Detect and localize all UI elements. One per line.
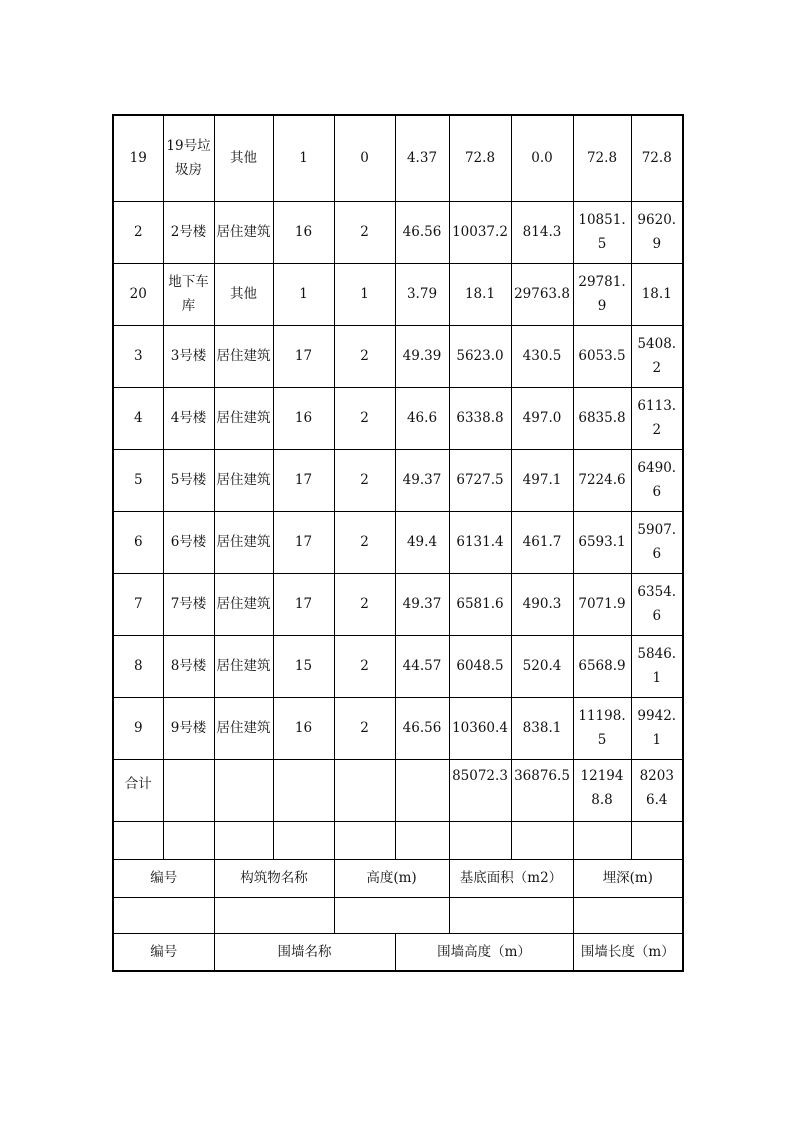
cell-floors-below: 2 <box>334 387 395 449</box>
cell-floors-below: 2 <box>334 325 395 387</box>
cell-area-above: 18.1 <box>449 263 511 325</box>
empty-cell <box>395 759 449 821</box>
cell-area-above: 10037.2 <box>449 201 511 263</box>
cell-no: 3 <box>113 325 163 387</box>
cell-area-base: 5408.2 <box>631 325 683 387</box>
cell-name: 4号楼 <box>163 387 214 449</box>
cell-area-above: 6048.5 <box>449 635 511 697</box>
cell-area-below: 814.3 <box>511 201 573 263</box>
cell-area-above: 6131.4 <box>449 511 511 573</box>
cell-no: 7 <box>113 573 163 635</box>
empty-cell <box>511 821 573 859</box>
table-row <box>113 511 683 573</box>
total-area-above: 85072.3 <box>449 759 511 821</box>
wall-no-header: 编号 <box>113 933 214 971</box>
cell-area-base: 6490.6 <box>631 449 683 511</box>
cell-floors-below: 1 <box>334 263 395 325</box>
cell-type: 居住建筑 <box>214 511 273 573</box>
wall-height-header: 围墙高度（m） <box>395 933 573 971</box>
cell-height: 49.39 <box>395 325 449 387</box>
cell-area-below: 430.5 <box>511 325 573 387</box>
cell-area-below: 520.4 <box>511 635 573 697</box>
cell-area-total: 10851.5 <box>573 201 631 263</box>
cell-name: 7号楼 <box>163 573 214 635</box>
cell-floors-above: 17 <box>273 511 334 573</box>
cell-area-below: 497.0 <box>511 387 573 449</box>
cell-name: 19号垃圾房 <box>163 115 214 201</box>
total-area-total: 121948.8 <box>573 759 631 821</box>
cell-type: 居住建筑 <box>214 635 273 697</box>
cell-height: 49.37 <box>395 449 449 511</box>
cell-floors-above: 17 <box>273 325 334 387</box>
structure-base-area-header: 基底面积（m2） <box>449 859 573 897</box>
cell-area-total: 7224.6 <box>573 449 631 511</box>
cell-type: 居住建筑 <box>214 573 273 635</box>
table-row <box>113 263 683 325</box>
cell-type: 居住建筑 <box>214 697 273 759</box>
cell-no: 6 <box>113 511 163 573</box>
cell-no: 9 <box>113 697 163 759</box>
cell-height: 3.79 <box>395 263 449 325</box>
cell-area-above: 6581.6 <box>449 573 511 635</box>
cell-area-below: 838.1 <box>511 697 573 759</box>
cell-floors-above: 17 <box>273 573 334 635</box>
table-row <box>113 115 683 201</box>
table-row <box>113 635 683 697</box>
cell-area-total: 6835.8 <box>573 387 631 449</box>
cell-floors-above: 16 <box>273 201 334 263</box>
cell-no: 2 <box>113 201 163 263</box>
empty-cell <box>573 897 683 933</box>
cell-type: 居住建筑 <box>214 325 273 387</box>
cell-area-total: 6593.1 <box>573 511 631 573</box>
cell-floors-below: 0 <box>334 115 395 201</box>
wall-length-header: 围墙长度（m） <box>573 933 683 971</box>
cell-area-above: 5623.0 <box>449 325 511 387</box>
cell-no: 19 <box>113 115 163 201</box>
total-row <box>113 759 683 821</box>
cell-floors-below: 2 <box>334 573 395 635</box>
cell-height: 46.56 <box>395 201 449 263</box>
cell-name: 8号楼 <box>163 635 214 697</box>
cell-name: 9号楼 <box>163 697 214 759</box>
table-row <box>113 325 683 387</box>
cell-floors-above: 16 <box>273 697 334 759</box>
empty-cell <box>214 821 273 859</box>
cell-floors-above: 17 <box>273 449 334 511</box>
cell-area-base: 9620.9 <box>631 201 683 263</box>
empty-cell <box>113 897 214 933</box>
empty-cell <box>449 897 573 933</box>
empty-cell <box>631 821 683 859</box>
empty-cell <box>395 821 449 859</box>
empty-cell <box>334 821 395 859</box>
cell-area-base: 5846.1 <box>631 635 683 697</box>
cell-area-total: 29781.9 <box>573 263 631 325</box>
cell-area-total: 7071.9 <box>573 573 631 635</box>
cell-no: 8 <box>113 635 163 697</box>
cell-height: 46.6 <box>395 387 449 449</box>
cell-area-base: 5907.6 <box>631 511 683 573</box>
total-area-below: 36876.5 <box>511 759 573 821</box>
empty-cell <box>113 821 163 859</box>
cell-name: 2号楼 <box>163 201 214 263</box>
empty-cell <box>163 821 214 859</box>
cell-floors-below: 2 <box>334 635 395 697</box>
blank-row <box>113 821 683 859</box>
cell-name: 3号楼 <box>163 325 214 387</box>
cell-height: 46.56 <box>395 697 449 759</box>
cell-height: 44.57 <box>395 635 449 697</box>
cell-floors-above: 1 <box>273 115 334 201</box>
empty-cell <box>334 897 449 933</box>
cell-name: 5号楼 <box>163 449 214 511</box>
empty-cell <box>214 897 334 933</box>
cell-area-total: 6568.9 <box>573 635 631 697</box>
empty-cell <box>449 821 511 859</box>
cell-area-above: 6338.8 <box>449 387 511 449</box>
cell-area-above: 6727.5 <box>449 449 511 511</box>
cell-type: 居住建筑 <box>214 201 273 263</box>
cell-type: 其他 <box>214 115 273 201</box>
table-row <box>113 387 683 449</box>
cell-area-below: 461.7 <box>511 511 573 573</box>
cell-floors-above: 15 <box>273 635 334 697</box>
cell-area-base: 9942.1 <box>631 697 683 759</box>
cell-floors-above: 1 <box>273 263 334 325</box>
cell-type: 居住建筑 <box>214 449 273 511</box>
cell-floors-below: 2 <box>334 697 395 759</box>
cell-height: 4.37 <box>395 115 449 201</box>
empty-cell <box>273 821 334 859</box>
cell-no: 5 <box>113 449 163 511</box>
cell-area-below: 0.0 <box>511 115 573 201</box>
table-row <box>113 201 683 263</box>
cell-area-below: 29763.8 <box>511 263 573 325</box>
cell-floors-above: 16 <box>273 387 334 449</box>
cell-no: 20 <box>113 263 163 325</box>
empty-cell <box>273 759 334 821</box>
cell-name: 6号楼 <box>163 511 214 573</box>
wall-header-row <box>113 933 683 971</box>
structure-no-header: 编号 <box>113 859 214 897</box>
cell-area-total: 72.8 <box>573 115 631 201</box>
structure-header-row <box>113 859 683 897</box>
cell-area-below: 490.3 <box>511 573 573 635</box>
table-row <box>113 573 683 635</box>
empty-cell <box>163 759 214 821</box>
empty-cell <box>573 821 631 859</box>
structure-blank-row <box>113 897 683 933</box>
total-label: 合计 <box>113 759 163 821</box>
empty-cell <box>334 759 395 821</box>
cell-area-base: 72.8 <box>631 115 683 201</box>
cell-area-base: 6113.2 <box>631 387 683 449</box>
table-row <box>113 449 683 511</box>
total-area-base: 82036.4 <box>631 759 683 821</box>
structure-depth-header: 埋深(m) <box>573 859 683 897</box>
cell-area-above: 10360.4 <box>449 697 511 759</box>
cell-area-total: 6053.5 <box>573 325 631 387</box>
cell-floors-below: 2 <box>334 511 395 573</box>
cell-area-total: 11198.5 <box>573 697 631 759</box>
cell-floors-below: 2 <box>334 201 395 263</box>
cell-no: 4 <box>113 387 163 449</box>
cell-floors-below: 2 <box>334 449 395 511</box>
cell-area-base: 6354.6 <box>631 573 683 635</box>
cell-type: 其他 <box>214 263 273 325</box>
wall-name-header: 围墙名称 <box>214 933 395 971</box>
structure-height-header: 高度(m) <box>334 859 449 897</box>
cell-area-base: 18.1 <box>631 263 683 325</box>
cell-height: 49.4 <box>395 511 449 573</box>
table-row <box>113 697 683 759</box>
cell-name: 地下车库 <box>163 263 214 325</box>
building-table <box>112 114 684 972</box>
cell-type: 居住建筑 <box>214 387 273 449</box>
empty-cell <box>214 759 273 821</box>
cell-area-above: 72.8 <box>449 115 511 201</box>
structure-name-header: 构筑物名称 <box>214 859 334 897</box>
cell-area-below: 497.1 <box>511 449 573 511</box>
cell-height: 49.37 <box>395 573 449 635</box>
